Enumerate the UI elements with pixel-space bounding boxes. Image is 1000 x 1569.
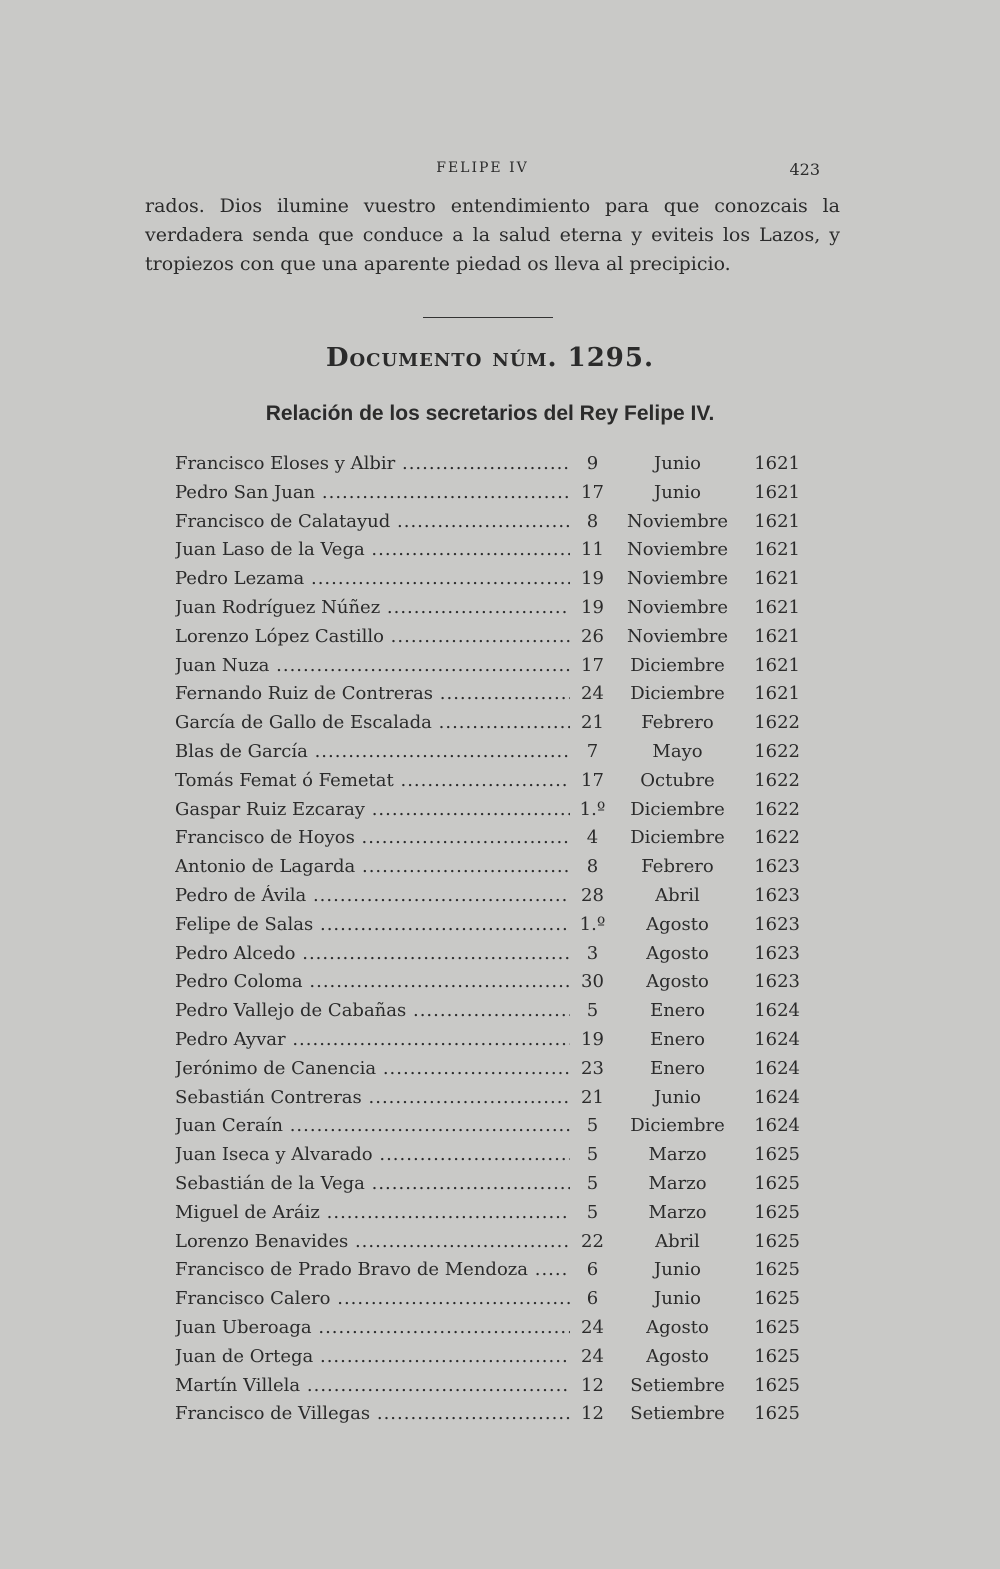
- entry-day: 7: [586, 740, 599, 762]
- page-header: [145, 160, 820, 184]
- entry-month: Abril: [655, 884, 700, 906]
- entry-month: Noviembre: [626, 510, 728, 532]
- entry-year: 1625: [754, 1201, 800, 1223]
- entry-day: 21: [581, 712, 604, 734]
- entry-year: 1624: [754, 1057, 800, 1079]
- secretary-name: Pedro Alcedo .....: [175, 943, 570, 964]
- page-number: 423: [789, 160, 820, 179]
- entry-day: 19: [581, 596, 604, 618]
- secretary-name: Blas de García .....: [175, 741, 570, 762]
- entry-month: Junio: [654, 1259, 701, 1281]
- entry-day: 12: [581, 1374, 604, 1396]
- entry-day: 26: [581, 625, 604, 647]
- entry-month: Agosto: [646, 913, 709, 935]
- entry-day: 22: [581, 1230, 604, 1252]
- secretary-name: Pedro Ayvar .....: [175, 1029, 570, 1050]
- entry-year: 1623: [754, 884, 800, 906]
- entry-day: 30: [581, 971, 604, 993]
- running-title: FELIPE IV: [436, 160, 529, 176]
- entry-month: Diciembre: [630, 1115, 725, 1137]
- secretary-name: Lorenzo López Castillo .....: [175, 626, 570, 647]
- secretary-name: Francisco Eloses y Albir .....: [175, 453, 570, 474]
- entry-year: 1621: [754, 539, 800, 561]
- list-item: [175, 827, 800, 856]
- secretary-name: Pedro Vallejo de Cabañas .....: [175, 1000, 570, 1021]
- entry-month: Abril: [655, 1230, 700, 1252]
- secretary-name: Antonio de Lagarda .....: [175, 856, 570, 877]
- secretary-name: Francisco de Calatayud .....: [175, 511, 570, 532]
- secretary-name: Pedro Lezama .....: [175, 568, 570, 589]
- list-item: [175, 1202, 800, 1231]
- entry-month: Junio: [654, 1288, 701, 1310]
- entry-day: 5: [586, 1115, 599, 1137]
- entry-year: 1621: [754, 683, 800, 705]
- entry-day: 28: [581, 884, 604, 906]
- entry-year: 1622: [754, 827, 800, 849]
- entry-year: 1622: [754, 769, 800, 791]
- entry-day: 24: [581, 683, 604, 705]
- secretary-name: García de Gallo de Escalada .....: [175, 712, 570, 733]
- entry-day: 5: [586, 1000, 599, 1022]
- secretary-name: Martín Villela .....: [175, 1375, 570, 1396]
- list-item: [175, 597, 800, 626]
- entry-day: 17: [581, 769, 604, 791]
- list-item: [175, 971, 800, 1000]
- entry-year: 1625: [754, 1144, 800, 1166]
- secretary-name: Juan Ceraín .....: [175, 1115, 570, 1136]
- entry-month: Agosto: [646, 1345, 709, 1367]
- secretary-name: Juan Iseca y Alvarado .....: [175, 1144, 570, 1165]
- secretary-name: Francisco de Villegas .....: [175, 1403, 570, 1424]
- entry-month: Marzo: [648, 1144, 707, 1166]
- entry-year: 1623: [754, 856, 800, 878]
- list-item: [175, 683, 800, 712]
- entry-month: Octubre: [640, 769, 715, 791]
- secretary-name: Lorenzo Benavides .....: [175, 1231, 570, 1252]
- entry-day: 5: [586, 1144, 599, 1166]
- secretary-name: Pedro de Ávila .....: [175, 885, 570, 906]
- list-item: [175, 885, 800, 914]
- entry-year: 1623: [754, 913, 800, 935]
- list-item: [175, 1346, 800, 1375]
- entry-month: Mayo: [652, 740, 703, 762]
- entry-year: 1625: [754, 1316, 800, 1338]
- entry-day: 24: [581, 1345, 604, 1367]
- secretary-name: Pedro Coloma .....: [175, 971, 570, 992]
- list-item: [175, 943, 800, 972]
- secretary-name: Fernando Ruiz de Contreras .....: [175, 683, 570, 704]
- entry-month: Junio: [654, 481, 701, 503]
- list-item: [175, 1288, 800, 1317]
- secretary-name: Juan Rodríguez Núñez .....: [175, 597, 570, 618]
- list-item: [175, 1087, 800, 1116]
- entry-month: Setiembre: [630, 1403, 725, 1425]
- entry-year: 1621: [754, 510, 800, 532]
- list-item: [175, 568, 800, 597]
- list-item: [175, 1115, 800, 1144]
- entry-month: Noviembre: [626, 539, 728, 561]
- entry-month: Enero: [650, 1000, 705, 1022]
- entry-day: 6: [586, 1288, 599, 1310]
- entry-month: Febrero: [641, 712, 714, 734]
- entry-year: 1621: [754, 625, 800, 647]
- entry-day: 24: [581, 1316, 604, 1338]
- entry-month: Enero: [650, 1057, 705, 1079]
- list-item: [175, 741, 800, 770]
- entry-year: 1625: [754, 1259, 800, 1281]
- entry-day: 11: [581, 539, 604, 561]
- entry-day: 12: [581, 1403, 604, 1425]
- entry-day: 8: [586, 510, 599, 532]
- secretary-name: Juan de Ortega .....: [175, 1346, 570, 1367]
- entry-month: Noviembre: [626, 625, 728, 647]
- secretary-name: Francisco de Prado Bravo de Mendoza .....: [175, 1259, 570, 1280]
- secretaries-list: [175, 453, 800, 1432]
- entry-day: 19: [581, 1028, 604, 1050]
- intro-paragraph: rados. Dios ilumine vuestro entendimiento para que conozcais la verdadera senda que conduce a la salud eterna y eviteis los Lazos, y tropiezos con que una aparente piedad os lleva al precipicio.: [145, 195, 840, 275]
- entry-day: 17: [581, 654, 604, 676]
- entry-day: 9: [586, 453, 599, 474]
- list-item: [175, 856, 800, 885]
- secretary-name: Francisco Calero .....: [175, 1288, 570, 1309]
- list-item: [175, 1403, 800, 1432]
- entry-month: Noviembre: [626, 596, 728, 618]
- entry-year: 1623: [754, 971, 800, 993]
- entry-month: Febrero: [641, 856, 714, 878]
- entry-month: Junio: [654, 453, 701, 474]
- list-item: [175, 1317, 800, 1346]
- entry-year: 1621: [754, 568, 800, 590]
- entry-day: 3: [586, 942, 599, 964]
- entry-month: Marzo: [648, 1172, 707, 1194]
- secretary-name: Francisco de Hoyos .....: [175, 827, 570, 848]
- secretary-name: Juan Laso de la Vega .....: [175, 539, 570, 560]
- entry-year: 1625: [754, 1230, 800, 1252]
- entry-year: 1621: [754, 654, 800, 676]
- list-item: [175, 1231, 800, 1260]
- secretary-name: Juan Nuza .....: [175, 655, 570, 676]
- entry-year: 1625: [754, 1345, 800, 1367]
- document-title: Documento núm. 1295.: [325, 343, 655, 373]
- entry-year: 1621: [754, 481, 800, 503]
- secretary-name: Felipe de Salas .....: [175, 914, 570, 935]
- entry-year: 1625: [754, 1172, 800, 1194]
- entry-day: 19: [581, 568, 604, 590]
- list-item: [175, 914, 800, 943]
- entry-year: 1625: [754, 1288, 800, 1310]
- entry-month: Agosto: [646, 971, 709, 993]
- secretary-name: Tomás Femat ó Femetat .....: [175, 770, 570, 791]
- list-item: [175, 1375, 800, 1404]
- list-item: [175, 655, 800, 684]
- entry-day: 1.º: [579, 798, 606, 820]
- entry-month: Marzo: [648, 1201, 707, 1223]
- entry-year: 1623: [754, 942, 800, 964]
- entry-day: 5: [586, 1172, 599, 1194]
- secretary-name: Sebastián Contreras .....: [175, 1087, 570, 1108]
- entry-year: 1625: [754, 1374, 800, 1396]
- entry-month: Enero: [650, 1028, 705, 1050]
- list-item: [175, 539, 800, 568]
- entry-month: Diciembre: [630, 798, 725, 820]
- entry-month: Agosto: [646, 1316, 709, 1338]
- entry-month: Diciembre: [630, 654, 725, 676]
- list-item: [175, 1029, 800, 1058]
- list-item: [175, 1259, 800, 1288]
- list-item: [175, 453, 800, 482]
- entry-day: 21: [581, 1086, 604, 1108]
- entry-year: 1624: [754, 1028, 800, 1050]
- list-item: [175, 799, 800, 828]
- entry-day: 23: [581, 1057, 604, 1079]
- entry-year: 1624: [754, 1115, 800, 1137]
- entry-day: 1.º: [579, 913, 606, 935]
- list-item: [175, 1173, 800, 1202]
- document-subtitle: Relación de los secretarios del Rey Felipe IV.: [265, 402, 715, 425]
- entry-month: Junio: [654, 1086, 701, 1108]
- list-item: [175, 482, 800, 511]
- entry-day: 8: [586, 856, 599, 878]
- entry-year: 1621: [754, 453, 800, 474]
- secretary-name: Gaspar Ruiz Ezcaray .....: [175, 799, 570, 820]
- section-divider: [423, 317, 553, 318]
- entry-year: 1624: [754, 1086, 800, 1108]
- entry-year: 1622: [754, 712, 800, 734]
- entry-year: 1624: [754, 1000, 800, 1022]
- list-item: [175, 626, 800, 655]
- secretary-name: Juan Uberoaga .....: [175, 1317, 570, 1338]
- secretary-name: Miguel de Aráiz .....: [175, 1202, 570, 1223]
- entry-month: Setiembre: [630, 1374, 725, 1396]
- entry-year: 1622: [754, 798, 800, 820]
- entry-year: 1625: [754, 1403, 800, 1425]
- entry-day: 17: [581, 481, 604, 503]
- entry-year: 1622: [754, 740, 800, 762]
- list-item: [175, 712, 800, 741]
- list-item: [175, 511, 800, 540]
- list-item: [175, 1144, 800, 1173]
- list-item: [175, 1058, 800, 1087]
- entry-month: Agosto: [646, 942, 709, 964]
- entry-day: 6: [586, 1259, 599, 1281]
- secretary-name: Sebastián de la Vega .....: [175, 1173, 570, 1194]
- entry-month: Diciembre: [630, 827, 725, 849]
- list-item: [175, 770, 800, 799]
- secretary-name: Pedro San Juan .....: [175, 482, 570, 503]
- entry-year: 1621: [754, 596, 800, 618]
- secretary-name: Jerónimo de Canencia .....: [175, 1058, 570, 1079]
- entry-day: 4: [586, 827, 599, 849]
- entry-month: Diciembre: [630, 683, 725, 705]
- entry-day: 5: [586, 1201, 599, 1223]
- entry-month: Noviembre: [626, 568, 728, 590]
- list-item: [175, 1000, 800, 1029]
